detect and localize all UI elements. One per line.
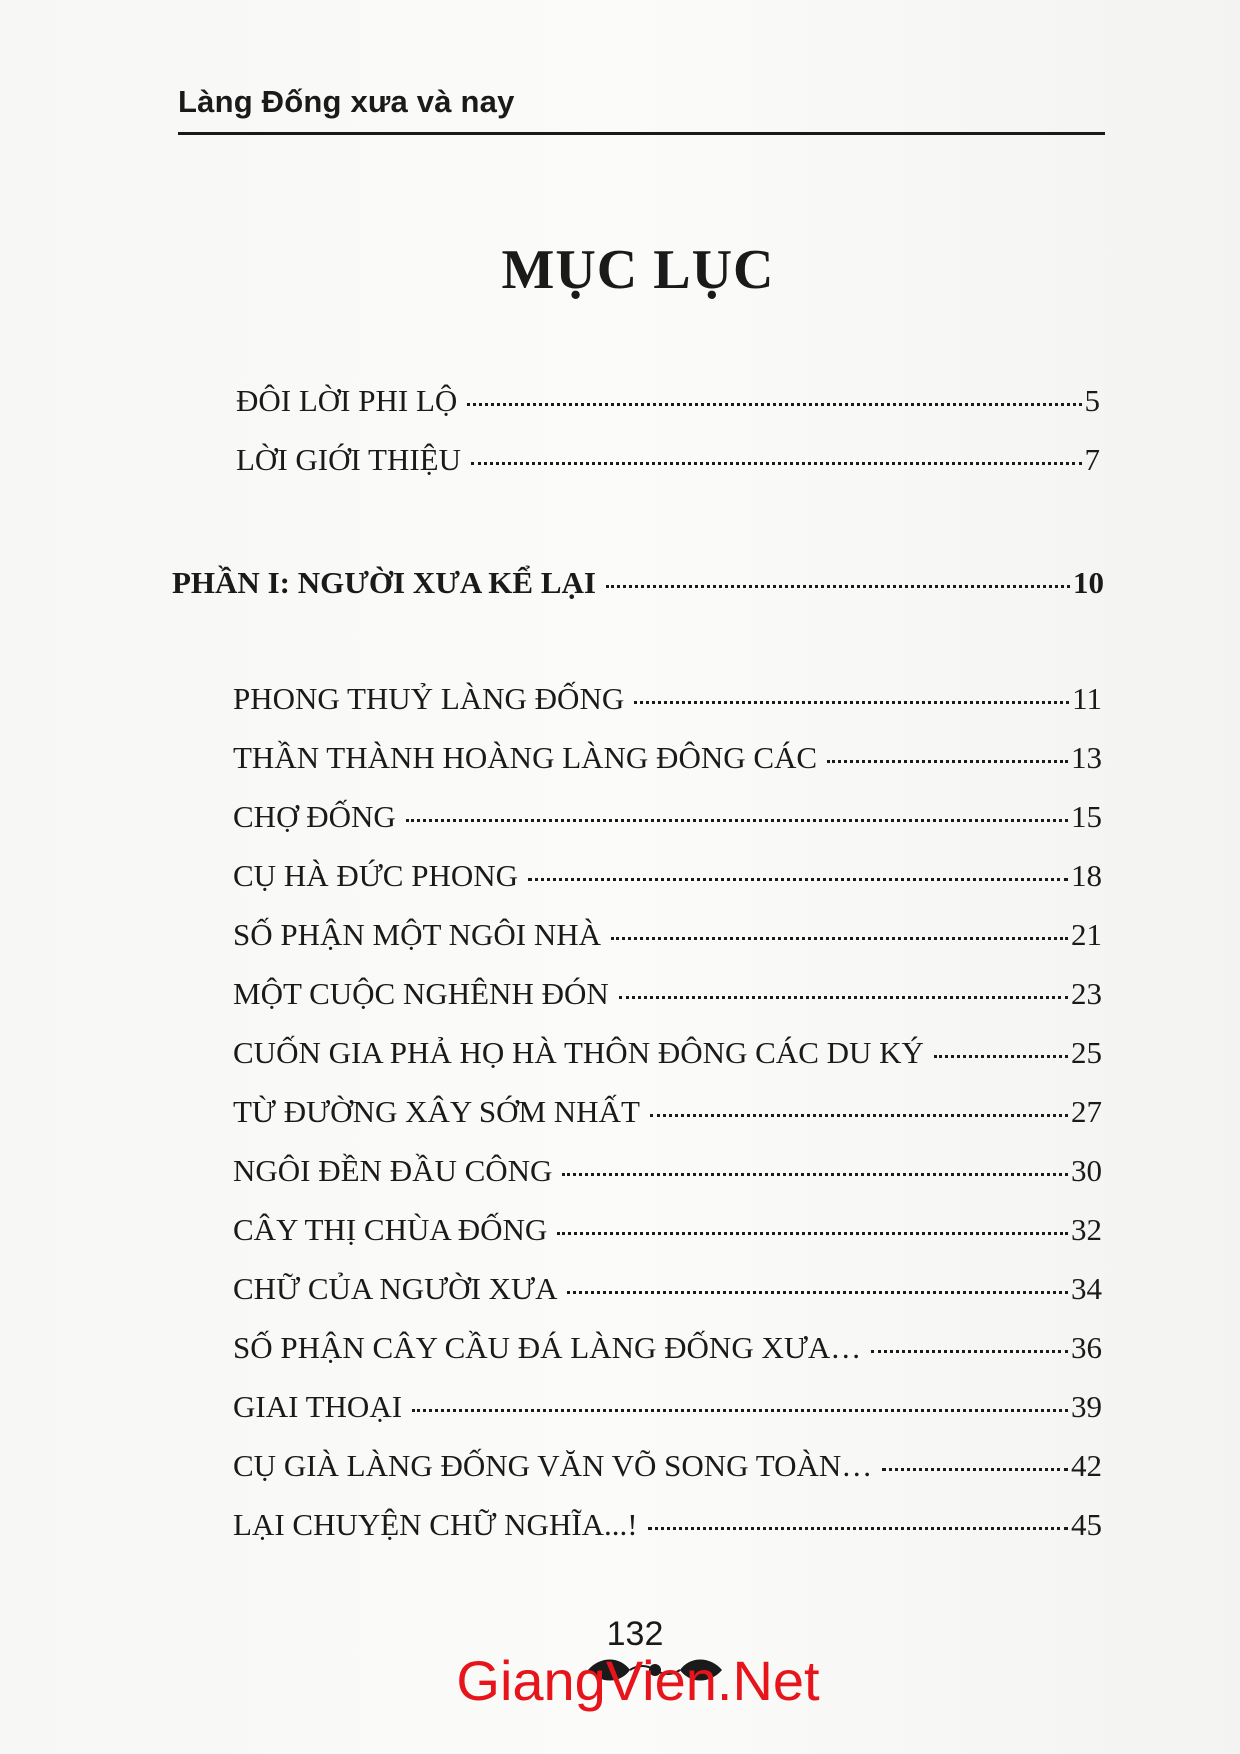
toc-entry-label: LỜI GIỚI THIỆU bbox=[236, 442, 461, 477]
toc-leader-dots bbox=[467, 403, 1081, 406]
toc-chapter-page: 23 bbox=[1071, 976, 1102, 1011]
toc-leader-dots bbox=[611, 937, 1068, 940]
toc-chapter bbox=[233, 1448, 1102, 1484]
toc-chapter-label: CỤ GIÀ LÀNG ĐỐNG VĂN VÕ SONG TOÀN… bbox=[233, 1448, 873, 1483]
toc-chapter bbox=[233, 740, 1102, 776]
toc-entry-page: 7 bbox=[1084, 442, 1100, 477]
toc-chapter-label: THẦN THÀNH HOÀNG LÀNG ĐÔNG CÁC bbox=[233, 740, 818, 775]
toc-chapter-page: 30 bbox=[1071, 1153, 1102, 1188]
watermark: GiangVien.Net bbox=[456, 1649, 820, 1712]
toc-chapter-page: 15 bbox=[1071, 799, 1102, 834]
toc-chapter-label: NGÔI ĐỀN ĐẦU CÔNG bbox=[233, 1153, 553, 1188]
toc-part-page: 10 bbox=[1073, 565, 1104, 600]
toc-leader-dots bbox=[648, 1527, 1068, 1530]
toc-leader-dots bbox=[882, 1468, 1068, 1471]
toc-chapter-label: SỐ PHẬN CÂY CẦU ĐÁ LÀNG ĐỐNG XƯA… bbox=[233, 1330, 862, 1365]
toc-chapter-page: 34 bbox=[1071, 1271, 1102, 1306]
toc-chapter-page: 36 bbox=[1071, 1330, 1102, 1365]
toc-chapter bbox=[233, 1330, 1102, 1366]
toc-chapter bbox=[233, 917, 1102, 953]
toc-part-one bbox=[172, 565, 1104, 601]
toc-chapter bbox=[233, 858, 1102, 894]
toc-chapter-label: CHỢ ĐỐNG bbox=[233, 799, 396, 834]
toc-leader-dots bbox=[634, 701, 1069, 704]
toc-chapter-label: CÂY THỊ CHÙA ĐỐNG bbox=[233, 1212, 548, 1247]
toc-chapter-page: 45 bbox=[1071, 1507, 1102, 1542]
toc-chapter bbox=[233, 1094, 1102, 1130]
toc-leader-dots bbox=[934, 1055, 1068, 1058]
toc-leader-dots bbox=[827, 760, 1068, 763]
toc-chapter-page: 21 bbox=[1071, 917, 1102, 952]
toc-entry-introduction bbox=[236, 442, 1100, 478]
toc-chapter-page: 39 bbox=[1071, 1389, 1102, 1424]
toc-leader-dots bbox=[557, 1232, 1068, 1235]
toc-leader-dots bbox=[406, 819, 1068, 822]
toc-entry-label: ĐÔI LỜI PHI LỘ bbox=[236, 383, 458, 418]
toc-leader-dots bbox=[619, 996, 1068, 999]
toc-chapter-page: 32 bbox=[1071, 1212, 1102, 1247]
toc-chapter-label: PHONG THUỶ LÀNG ĐỐNG bbox=[233, 681, 625, 716]
toc-chapter-label: LẠI CHUYỆN CHỮ NGHĨA...! bbox=[233, 1507, 638, 1542]
page-number: 132 bbox=[606, 1615, 664, 1653]
toc-chapter-label: SỐ PHẬN MỘT NGÔI NHÀ bbox=[233, 917, 602, 952]
toc-leader-dots bbox=[606, 585, 1070, 588]
toc-chapter bbox=[233, 1153, 1102, 1189]
toc-leader-dots bbox=[562, 1173, 1068, 1176]
toc-leader-dots bbox=[871, 1350, 1068, 1353]
running-header: Làng Đống xưa và nay bbox=[178, 84, 515, 119]
toc-chapter-label: TỪ ĐƯỜNG XÂY SỚM NHẤT bbox=[233, 1094, 640, 1129]
toc-chapter-page: 11 bbox=[1072, 681, 1102, 716]
toc-chapter bbox=[233, 1035, 1102, 1071]
toc-chapter-label: MỘT CUỘC NGHÊNH ĐÓN bbox=[233, 976, 609, 1011]
toc-chapter bbox=[233, 976, 1102, 1012]
toc-chapter-page: 27 bbox=[1071, 1094, 1102, 1129]
toc-leader-dots bbox=[412, 1409, 1068, 1412]
toc-leader-dots bbox=[528, 878, 1068, 881]
toc-chapter bbox=[233, 1212, 1102, 1248]
toc-leader-dots bbox=[567, 1291, 1068, 1294]
toc-leader-dots bbox=[471, 462, 1082, 465]
toc-chapter bbox=[233, 1507, 1102, 1543]
toc-entry-page: 5 bbox=[1084, 383, 1100, 418]
toc-chapter-page: 18 bbox=[1071, 858, 1102, 893]
toc-chapter-label: CỤ HÀ ĐỨC PHONG bbox=[233, 858, 518, 893]
header-rule bbox=[178, 132, 1105, 135]
toc-part-label: PHẦN I: NGƯỜI XƯA KỂ LẠI bbox=[172, 565, 596, 600]
toc-chapter bbox=[233, 799, 1102, 835]
toc-chapter bbox=[233, 681, 1102, 717]
toc-chapter bbox=[233, 1389, 1102, 1425]
toc-chapter-page: 13 bbox=[1071, 740, 1102, 775]
toc-entry-foreword bbox=[236, 383, 1100, 419]
toc-leader-dots bbox=[650, 1114, 1068, 1117]
toc-chapter-label: CHỮ CỦA NGƯỜI XƯA bbox=[233, 1271, 558, 1306]
page-title: MỤC LỤC bbox=[501, 239, 775, 301]
toc-chapter-label: CUỐN GIA PHẢ HỌ HÀ THÔN ĐÔNG CÁC DU KÝ bbox=[233, 1035, 924, 1070]
toc-chapter-page: 25 bbox=[1071, 1035, 1102, 1070]
toc-chapter-page: 42 bbox=[1071, 1448, 1102, 1483]
toc-chapter-label: GIAI THOẠI bbox=[233, 1389, 403, 1424]
toc-chapter bbox=[233, 1271, 1102, 1307]
